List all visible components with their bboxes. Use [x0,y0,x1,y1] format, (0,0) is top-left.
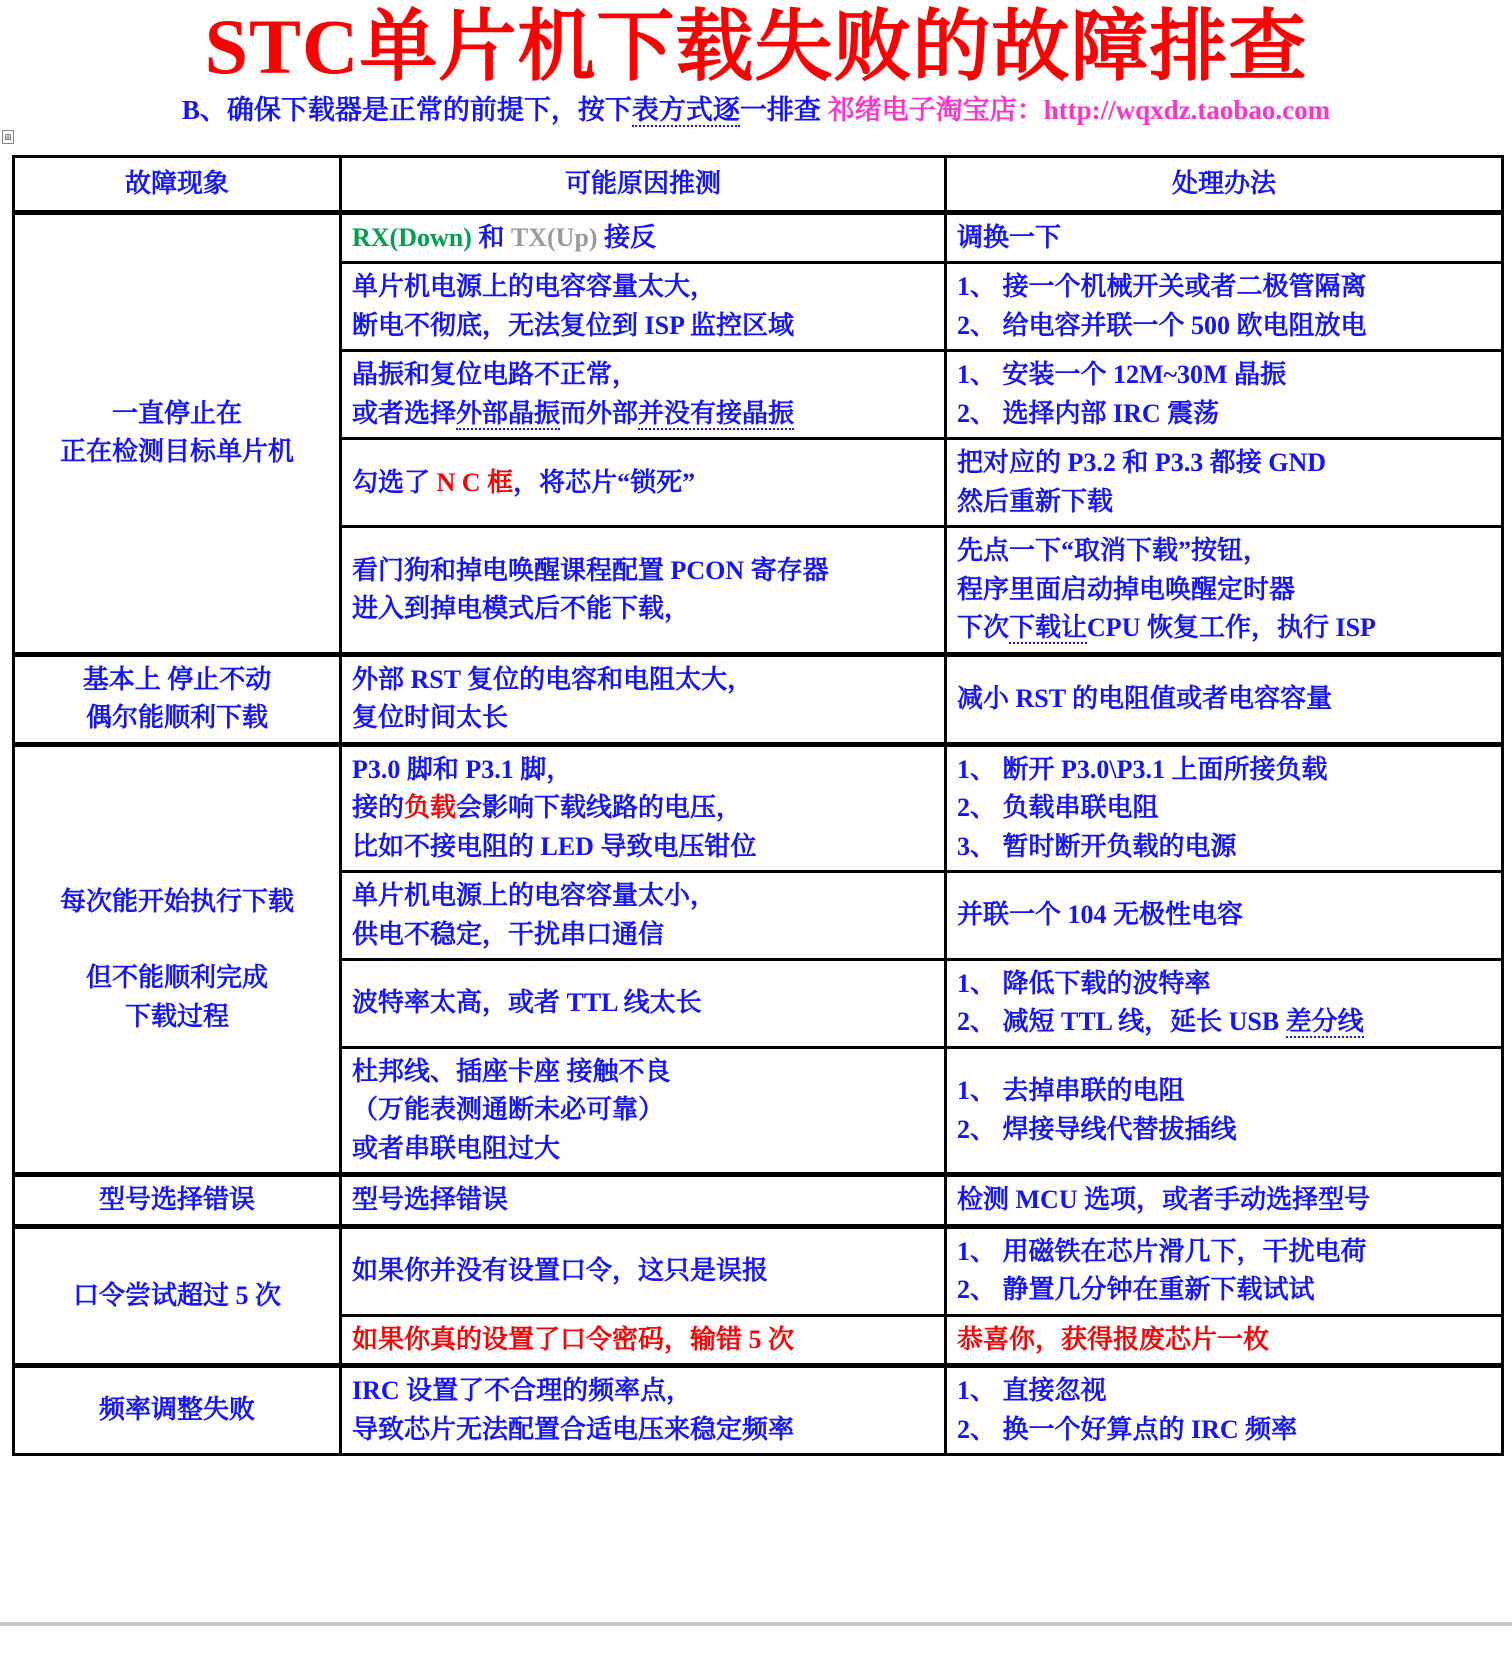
fix-cell [946,351,1503,439]
header-symptom: 故障现象 [14,157,341,213]
cell-line: 供电不稳定，干扰串口通信 [352,919,665,949]
table-row [14,1226,1503,1315]
cell-line: 1、 去掉串联的电阻 [957,1076,1185,1106]
inline-text: N C 框 [436,467,514,497]
symptom-cell [14,744,341,1175]
cell-line: 2、 减短 TTL 线，延长 USB 差分线 [957,1007,1364,1037]
cause-cell [341,351,946,439]
fix-cell [946,744,1503,871]
inline-text: 接的 [352,793,405,823]
table-header-row [14,157,1503,213]
cause-cell [341,263,946,351]
inline-text: 勾选了 [352,467,437,497]
cause-cell [341,872,946,960]
inline-text: 比如不接电阻的 LED 导致电压钳位 [352,831,757,861]
inline-text: 负载 [404,793,457,823]
cell-line: 2、 换一个好算点的 IRC 频率 [957,1414,1298,1444]
cell-line: 看门狗和掉电唤醒课程配置 PCON 寄存器 [352,555,829,585]
cause-cell [341,1315,946,1365]
fix-cell [946,872,1503,960]
table-row [14,1366,1503,1455]
cell-line: 1、 安装一个 12M~30M 晶振 [957,360,1287,390]
cause-cell [341,213,946,263]
inline-text: ，将芯片“锁死” [513,467,696,497]
subtitle [0,96,1512,126]
cause-cell [341,1047,946,1174]
cell-line: 如果你并没有设置口令，这只是误报 [352,1256,769,1286]
cell-line: 单片机电源上的电容容量太小， [352,881,717,911]
cell-line [352,464,934,502]
cell-line [352,751,934,789]
symptom-line: 偶尔能顺利下载 [85,703,268,733]
cell-line: 2、 负载串联电阻 [957,793,1159,823]
fix-cell [946,439,1503,527]
header-cause: 可能原因推测 [341,157,946,213]
cell-line: 复位时间太长 [352,703,509,733]
cell-line: 或者选择外部晶振而外部并没有接晶振 [352,398,795,428]
cell-line: 如果你真的设置了口令密码，输错 5 次 [352,1324,795,1354]
cell-line: 外部 RST 复位的电容和电阻太大， [352,664,754,694]
fix-cell [946,213,1503,263]
gutter-mark-icon: ⊞ [2,130,14,144]
cell-line [352,789,934,827]
cause-cell [341,959,946,1047]
table-row [14,213,1503,263]
fix-cell [946,1366,1503,1455]
cause-cell [341,654,946,744]
subtitle-part-b: 一排查 [739,94,821,125]
cell-line [352,219,934,257]
symptom-cell [14,654,341,744]
inline-text: 接反 [597,223,657,252]
cell-line: 进入到掉电模式后不能下载， [352,593,691,623]
cause-cell [341,744,946,871]
symptom-cell [14,1366,341,1455]
cell-line: 恭喜你，获得报废芯片一枚 [957,1324,1270,1354]
cell-line: 1、 接一个机械开关或者二极管隔离 [957,272,1367,302]
table-row [14,654,1503,744]
cell-line: 断电不彻底，无法复位到 ISP 监控区域 [352,310,795,340]
symptom-line [25,921,329,959]
cell-line: 型号选择错误 [352,1185,509,1215]
cell-line: 然后重新下载 [957,486,1114,516]
cell-line: 波特率太高，或者 TTL 线太长 [352,988,702,1018]
cell-line: 或者串联电阻过大 [352,1133,561,1163]
fix-cell [946,1315,1503,1365]
dotted-underline-text: 并没有接晶振 [638,398,795,428]
cell-line: 把对应的 P3.2 和 P3.3 都接 GND [957,448,1327,478]
cell-line [352,828,934,866]
cell-line: 2、 焊接导线代替拔插线 [957,1114,1237,1144]
cell-line: 调换一下 [957,223,1062,252]
inline-text: 和 [471,223,511,252]
symptom-cell [14,1175,341,1226]
symptom-line: 一直停止在 [111,398,242,428]
cause-cell [341,1366,946,1455]
inline-text: RX(Down) [352,223,472,252]
table-row [14,1175,1503,1226]
fix-cell [946,527,1503,654]
cell-line: 1、 降低下载的波特率 [957,968,1211,998]
header-fix: 处理办法 [946,157,1503,213]
inline-text: TX(Up) [510,223,598,252]
cell-line: 杜邦线、插座卡座 接触不良 [352,1056,671,1086]
subtitle-part-a: B、确保下载器是正常的前提下，按下 [181,94,632,125]
fix-cell [946,654,1503,744]
cell-line: 1、 用磁铁在芯片滑几下，干扰电荷 [957,1236,1367,1266]
cell-line: 3、 暂时断开负载的电源 [957,831,1237,861]
table-row [14,744,1503,871]
symptom-cell [14,213,341,655]
troubleshooting-table [12,155,1504,1456]
subtitle-underlined-part: 表方式逐 [631,94,740,125]
symptom-line: 但不能顺利完成 [85,963,268,993]
cell-line: 2、 给电容并联一个 500 欧电阻放电 [957,310,1367,340]
symptom-line: 基本上 停止不动 [82,664,272,694]
page-title: STC单片机下载失败的故障排查 [204,3,1308,90]
cell-line: 2、 选择内部 IRC 震荡 [957,398,1220,428]
cell-line: 检测 MCU 选项，或者手动选择型号 [957,1185,1371,1215]
cell-line: IRC 设置了不合理的频率点， [352,1376,693,1406]
fix-cell [946,263,1503,351]
fix-cell [946,1047,1503,1174]
cell-line: 并联一个 104 无极性电容 [957,900,1244,930]
symptom-line: 频率调整失败 [98,1395,255,1425]
symptom-line: 每次能开始执行下载 [59,886,294,916]
symptom-line: 正在检测目标单片机 [59,437,294,467]
symptom-line: 型号选择错误 [98,1185,255,1215]
symptom-line: 下载过程 [124,1001,229,1031]
bottom-rule [0,1622,1512,1626]
cell-line: 单片机电源上的电容容量太大， [352,272,717,302]
cell-line: 先点一下“取消下载”按钮， [957,536,1270,566]
shop-link[interactable]: 祁绪电子淘宝店：http://wqxdz.taobao.com [827,94,1331,125]
cell-line: 1、 直接忽视 [957,1376,1107,1406]
cell-line: 程序里面启动掉电唤醒定时器 [957,574,1296,604]
cell-line: 导致芯片无法配置合适电压来稳定频率 [352,1414,795,1444]
troubleshooting-table-wrapper [12,155,1501,1456]
cell-line: 2、 静置几分钟在重新下载试试 [957,1275,1315,1305]
cell-line: 1、 断开 P3.0\P3.1 上面所接负载 [957,754,1328,784]
cell-line: 晶振和复位电路不正常， [352,360,639,390]
cause-cell [341,1175,946,1226]
cause-cell [341,1226,946,1315]
cell-line: 减小 RST 的电阻值或者电容容量 [957,683,1333,713]
cause-cell [341,527,946,654]
inline-text: P3.0 脚和 P3.1 脚， [352,754,573,784]
fix-cell [946,1175,1503,1226]
fix-cell [946,959,1503,1047]
dotted-underline-text: 差分线 [1285,1007,1364,1037]
dotted-underline-text: 下载让 [1009,613,1088,643]
symptom-cell [14,1226,341,1365]
inline-text: 会影响下载线路的电压， [456,793,743,823]
dotted-underline-text: 外部晶振 [456,398,561,428]
cause-cell [341,439,946,527]
symptom-line: 口令尝试超过 5 次 [72,1280,281,1310]
cell-line: （万能表测通断未必可靠） [352,1095,665,1125]
cell-line: 下次下载让CPU 恢复工作，执行 ISP [957,613,1376,643]
fix-cell [946,1226,1503,1315]
